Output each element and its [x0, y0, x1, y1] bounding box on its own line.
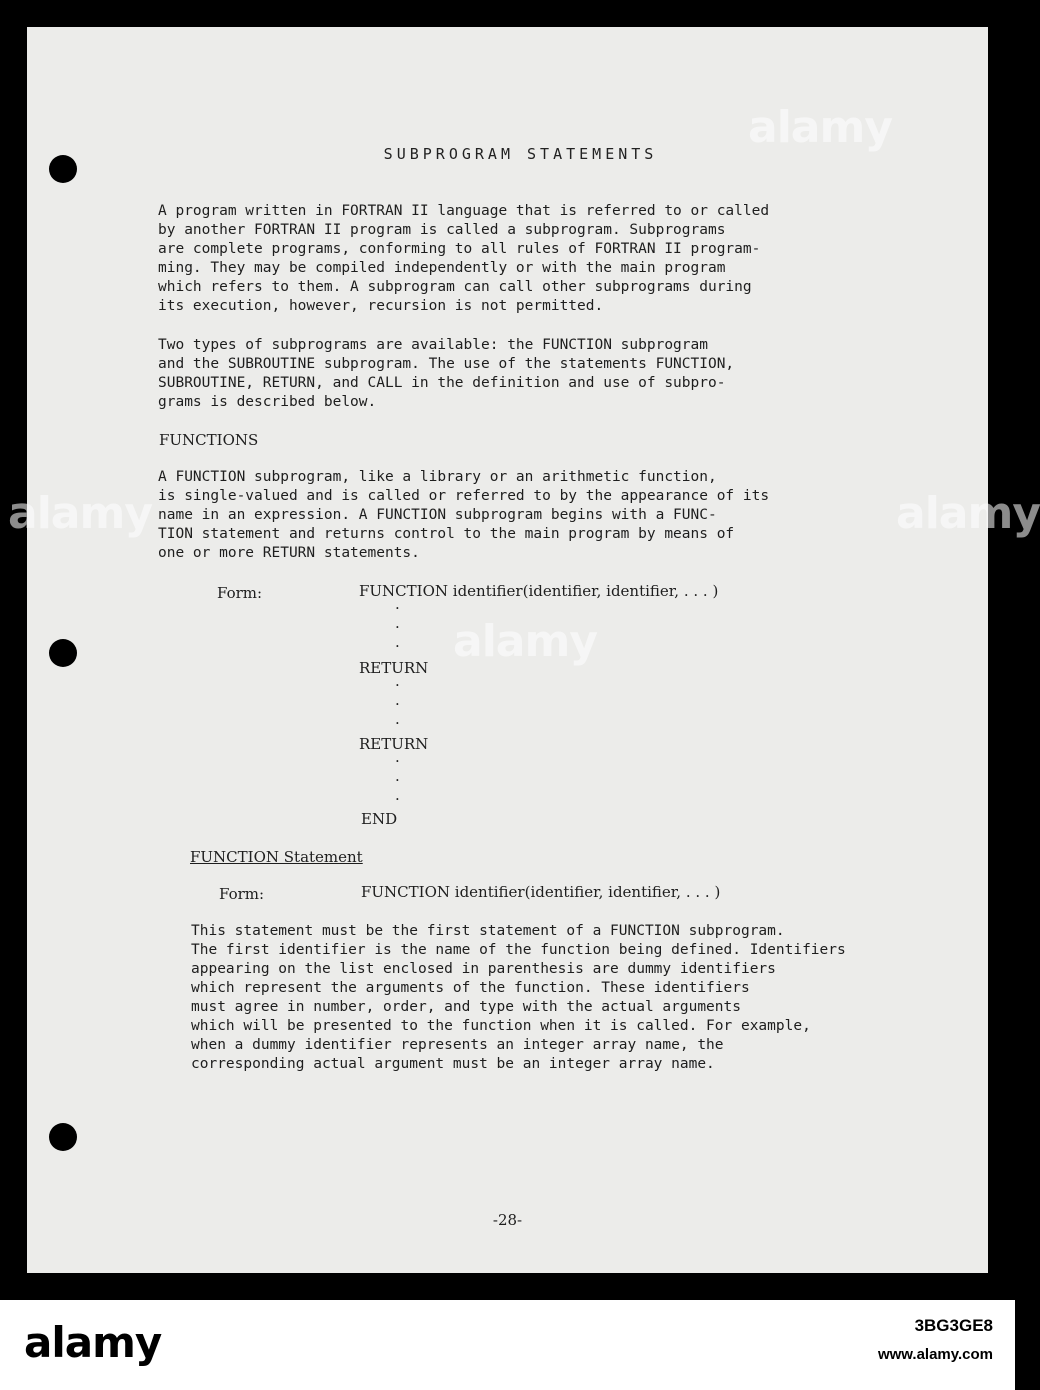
form-label: Form:: [217, 584, 263, 602]
footer-url: www.alamy.com: [877, 1346, 993, 1363]
function-statement-heading: FUNCTION Statement: [190, 848, 363, 866]
form-return: RETURN: [359, 659, 429, 677]
page-number: -28-: [492, 1211, 523, 1229]
ellipsis-dots: . . .: [395, 595, 400, 651]
statement-form-label: Form:: [219, 885, 265, 903]
page-title: SUBPROGRAM STATEMENTS: [383, 145, 658, 163]
punch-hole: [49, 1123, 77, 1151]
form-return: RETURN: [359, 735, 429, 753]
watermark: alamy: [453, 616, 597, 667]
types-paragraph: Two types of subprograms are available: the FUNCTION subprogram and the SUBROUTINE subprogram. The use of the statements FUNCTION, SUBROUTINE, RETURN, and CALL in the definition and use of subpro- grams is described below.: [158, 337, 735, 410]
footer-bar: [0, 1300, 1015, 1390]
functions-paragraph: A FUNCTION subprogram, like a library or an arithmetic function, is single-valued and is called or referred to by the appearance of its name in an expression. A FUNCTION subprogram begins with a FUNC- TION statement and returns control to the main program by means of one or more RETURN statements.: [158, 469, 770, 561]
form-end: END: [361, 810, 398, 828]
watermark: alamy: [748, 102, 892, 153]
image-id: 3BG3GE8: [914, 1316, 993, 1335]
footer-logo: alamy: [24, 1318, 162, 1367]
form-function: FUNCTION identifier(identifier, identifier, . . . ): [359, 582, 719, 600]
ellipsis-dots: . . .: [395, 672, 400, 728]
statement-form: FUNCTION identifier(identifier, identifier, . . . ): [361, 883, 721, 901]
punch-hole: [49, 639, 77, 667]
statement-paragraph: This statement must be the first statement of a FUNCTION subprogram. The first identifier is the name of the function being defined. Identifiers appearing on the list enclosed in parenthesis are dummy identifiers which represent the arguments of the function. These identifiers must agree in number, order, and type with the actual arguments which will be presented to the function when it is called. For example, when a dummy identifier represents an integer array name, the corresponding actual argument must be an integer array name.: [191, 923, 846, 1072]
watermark: alamy: [896, 488, 1040, 539]
functions-heading: FUNCTIONS: [159, 431, 259, 449]
intro-paragraph: A program written in FORTRAN II language that is referred to or called by another FORTRAN II program is called a subprogram. Subprograms are complete programs, conforming to all rules of FORTRAN II program- ming. They may be compiled independently or with the main program which refers to them. A subprogram can call other subprograms during its execution, however, recursion is not permitted.: [158, 203, 770, 314]
ellipsis-dots: . . .: [395, 748, 400, 804]
watermark: alamy: [8, 488, 152, 539]
